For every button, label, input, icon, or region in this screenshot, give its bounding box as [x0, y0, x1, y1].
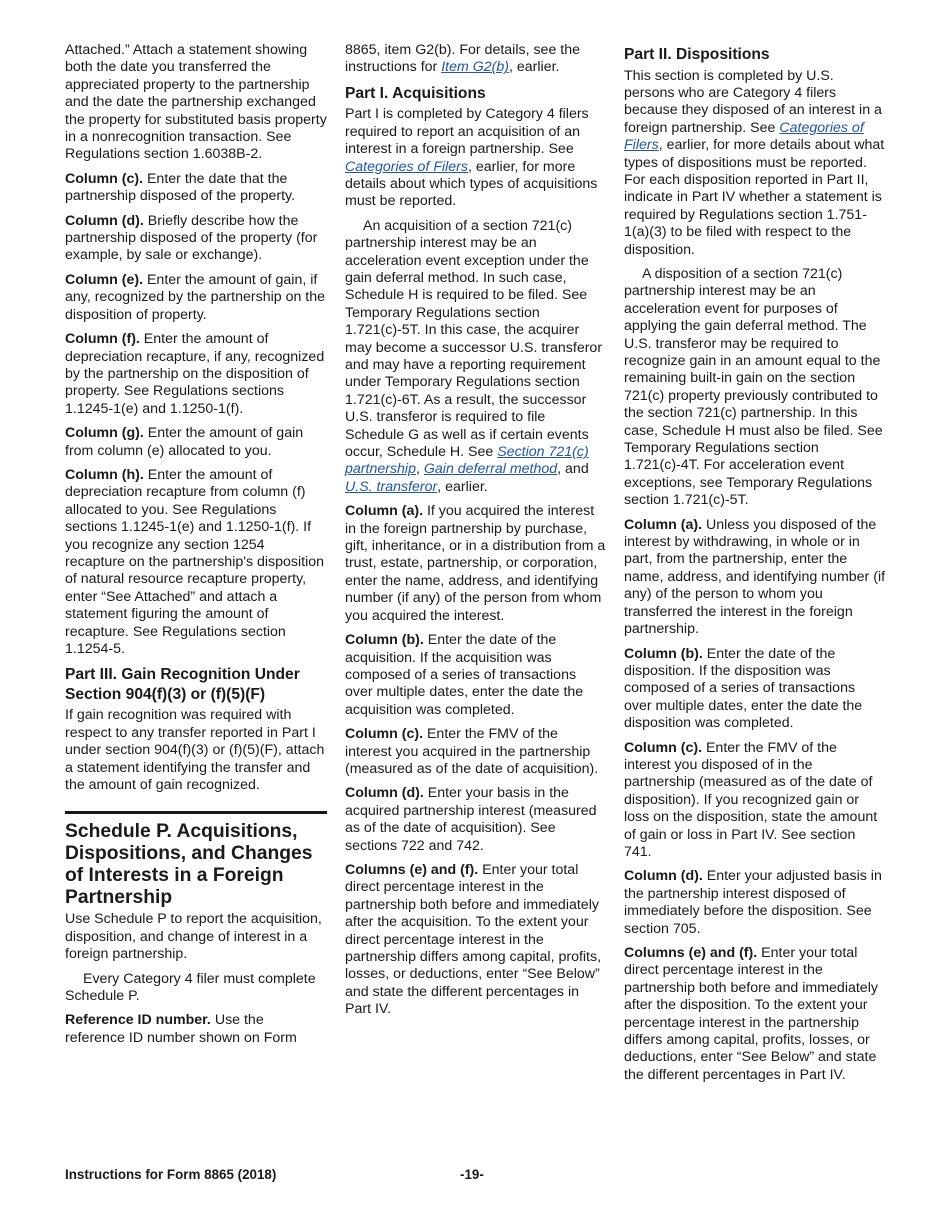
paragraph-column-f	[65, 331, 327, 418]
text-acq-column-c: Enter the FMV of the interest you acquired in the partnership (measured as of the date of acquisition).	[345, 726, 599, 777]
paragraph-attached-statement: Attached.” Attach a statement showing both the date you transferred the appreciated property to the partnership and the date the partnership exchanged the property for substituted basis property in a nonrecognition transaction. See Regulations section 1.6038B-2.	[65, 42, 327, 163]
paragraph-disp-column-a	[624, 517, 886, 639]
paragraph-column-c	[65, 171, 327, 206]
paragraph-acq-column-d	[345, 785, 607, 855]
term-reference-id: Reference ID number.	[65, 1012, 211, 1029]
text-disp-column-b: Enter the date of the disposition. If the disposition was composed of a series of transactions over multiple dates, enter the date the disposition was completed.	[624, 645, 863, 732]
heading-part-1: Part I. Acquisitions	[345, 84, 486, 102]
paragraph-disp-columns-e-f	[624, 945, 886, 1084]
paragraph-item-g2b-continued	[345, 42, 607, 77]
term-column-e: Column (e).	[65, 271, 144, 288]
text-column-f: Enter the amount of depreciation recapture, if any, recognized by the partnership on the disposition of property. See Regulations sections 1.1245-1(e) and 1.1250-1(f).	[65, 331, 325, 417]
text-acq-columns-e-f: Enter your total direct percentage interest in the partnership both before and immediately after the acquisition. To the extent your direct percentage interest in the partnership differs among capital, profits, losses, or deductions, enter “See Below” and state the different percentages in Part IV.	[345, 861, 602, 1018]
paragraph-column-e	[65, 272, 327, 324]
heading-schedule-p: Schedule P. Acquisitions, Dispositions, and Changes of Interests in a Foreign Partnership	[65, 821, 313, 909]
term-column-d: Column (d).	[65, 212, 144, 229]
text-disp-columns-e-f: Enter your total direct percentage interest in the partnership both before and immediately after the disposition. To the extent your percentage interest in the partnership differs among capital, profits, losses, or deductions, enter “See Below” and state the different percentages in Part IV.	[624, 945, 878, 1083]
term-disp-column-d: Column (d).	[624, 868, 703, 885]
link-categories-of-filers[interactable]: Categories of Filers	[345, 158, 469, 175]
text-acq-column-d: Enter your basis in the acquired partnership interest (measured as of the date of acquisition). See sections 722 and 742.	[345, 785, 597, 854]
term-acq-column-c: Column (c).	[345, 726, 424, 743]
text-part-1-after: , earlier, for more details about which types of acquisitions must be reported.	[345, 158, 598, 210]
paragraph-disposition-721c: A disposition of a section 721(c) partnership interest may be an acceleration event for purposes of applying the gain deferral method. The U.S. transferor may be required to recognize gain in an amount equal to the remaining built-in gain on the section 721(c) property previously contributed to the section 721(c) partnership. In this case, Schedule H must also be filed. See Temporary Regulations section 1.721(c)-4T. For acceleration event exceptions, see Temporary Regulations section 1.721(c)-5T.	[624, 265, 883, 509]
term-acq-columns-e-f: Columns (e) and (f).	[345, 861, 479, 878]
heading-part-2: Part II. Dispositions	[624, 46, 770, 63]
paragraph-disp-column-b	[624, 646, 886, 733]
term-column-g: Column (g).	[65, 425, 144, 442]
paragraph-column-d	[65, 213, 327, 265]
paragraph-every-filer: Every Category 4 filer must complete Schedule P.	[65, 970, 316, 1005]
paragraph-acquisition-721c	[345, 218, 607, 497]
footer-page-number: -19-	[460, 1167, 484, 1182]
term-column-f: Column (f).	[65, 331, 140, 348]
section-divider	[65, 811, 327, 814]
paragraph-part-2	[624, 68, 886, 259]
text-column-g: Enter the amount of gain from column (e) allocated to you.	[65, 425, 304, 459]
paragraph-acq-column-c	[345, 726, 607, 778]
text-separator-1: ,	[415, 461, 424, 478]
link-us-transferor[interactable]: U.S. transferor	[345, 478, 438, 495]
paragraph-disp-column-c	[624, 740, 886, 862]
text-disp-column-d: Enter your adjusted basis in the partnership interest disposed of immediately before the disposition. See section 705.	[624, 868, 882, 937]
text-part-2-after: , earlier, for more details about what types of dispositions must be reported. For each disposition reported in Part II, indicate in Part IV whether a statement is required by Regulations section 1.751-1(a)(3) to be filed with respect to the disposition.	[624, 137, 885, 258]
paragraph-part-1	[345, 106, 607, 210]
text-acquisition-721c: An acquisition of a section 721(c) partnership interest may be an acceleration event exception under the gain deferral method. In such case, Schedule H is required to be filed. See Temporary Regulations section 1.721(c)-5T. In this case, the acquirer may become a successor U.S. transferor and may have a reporting requirement under Temporary Regulations section 1.721(c)-6T. As a result, the successor U.S. transferor is required to file Schedule G as well as if certain events occur, Schedule H. See	[345, 217, 603, 461]
paragraph-part-3: If gain recognition was required with respect to any transfer reported in Part I under section 904(f)(3) or (f)(5)(F), attach a statement identifying the transfer and the amount of gain recognized.	[65, 707, 325, 794]
term-acq-column-b: Column (b).	[345, 632, 424, 649]
paragraph-acq-column-a	[345, 503, 607, 625]
column-middle	[345, 42, 607, 1026]
paragraph-acq-column-b	[345, 632, 607, 719]
link-section-721c-partnership[interactable]: Section 721(c) partnership	[345, 444, 589, 478]
term-disp-column-a: Column (a).	[624, 516, 703, 533]
term-column-c: Column (c).	[65, 170, 144, 187]
text-column-c: Enter the date that the partnership disposed of the property.	[65, 170, 296, 205]
column-left	[65, 42, 327, 1054]
term-disp-column-b: Column (b).	[624, 645, 703, 662]
link-categories-of-filers-2[interactable]: Categories of Filers	[624, 119, 864, 154]
paragraph-reference-id	[65, 1012, 327, 1047]
column-right	[624, 42, 886, 1091]
text-reference-id: Use the reference ID number shown on Form	[65, 1012, 297, 1046]
paragraph-column-g	[65, 425, 327, 460]
text-item-g2b-after: , earlier.	[509, 59, 560, 76]
text-item-g2b-before: 8865, item G2(b). For details, see the instructions for	[345, 42, 580, 76]
paragraph-column-h	[65, 467, 327, 658]
text-acquisition-721c-after: , earlier.	[437, 478, 488, 495]
text-part-1-before: Part I is completed by Category 4 filers required to report an acquisition of an interest in a foreign partnership. See	[345, 106, 589, 158]
paragraph-schedule-p: Use Schedule P to report the acquisition, disposition, and change of interest in a foreign partnership.	[65, 911, 322, 963]
text-acq-column-a: If you acquired the interest in the foreign partnership by purchase, gift, inheritance, or in a distribution from a trust, estate, partnership, or corporation, enter the name, address, and identifying number (if any) of the person from whom you acquired the interest.	[345, 503, 606, 624]
link-item-g2b[interactable]: Item G2(b)	[441, 59, 510, 76]
term-acq-column-d: Column (d).	[345, 785, 424, 802]
paragraph-disp-column-d	[624, 868, 886, 938]
heading-part-3: Part III. Gain Recognition Under Section 904(f)(3) or (f)(5)(F)	[65, 666, 300, 703]
text-disp-column-c: Enter the FMV of the interest you disposed of in the partnership (measured as of the date of disposition). If you recognized gain or loss on the disposition, state the amount of gain or loss in Part IV. See section 741.	[624, 739, 878, 860]
text-column-e: Enter the amount of gain, if any, recognized by the partnership on the disposition of property.	[65, 271, 326, 323]
text-separator-2: , and	[557, 461, 589, 478]
text-part-2-before: This section is completed by U.S. persons who are Category 4 filers because they disposed of an interest in a foreign partnership. See	[624, 67, 882, 136]
term-disp-columns-e-f: Columns (e) and (f).	[624, 945, 758, 961]
term-acq-column-a: Column (a).	[345, 503, 424, 520]
term-column-h: Column (h).	[65, 466, 144, 483]
text-column-h: Enter the amount of depreciation recapture from column (f) allocated to you. See Regulations sections 1.1245-1(e) and 1.1250-1(f). If you recognize any section 1254 recapture on the partnership's disposition of natural resource recapture property, enter “See Attached” and attach a statement figuring the amount of recapture. See Regulations section 1.1254-5.	[65, 466, 325, 657]
text-acq-column-b: Enter the date of the acquisition. If the acquisition was composed of a series of transactions over multiple dates, enter the date the acquisition was completed.	[345, 632, 584, 718]
link-gain-deferral-method[interactable]: Gain deferral method	[423, 461, 558, 478]
footer-form-title: Instructions for Form 8865 (2018)	[65, 1167, 277, 1182]
paragraph-acq-columns-e-f	[345, 862, 607, 1019]
term-disp-column-c: Column (c).	[624, 739, 703, 756]
text-disp-column-a: Unless you disposed of the interest by withdrawing, in whole or in part, from the partnership, enter the name, address, and identifying number (if any) of the person to whom you transferred the interest in the foreign partnership.	[624, 516, 886, 638]
text-column-d: Briefly describe how the partnership disposed of the property (for example, by sale or exchange).	[65, 212, 318, 264]
